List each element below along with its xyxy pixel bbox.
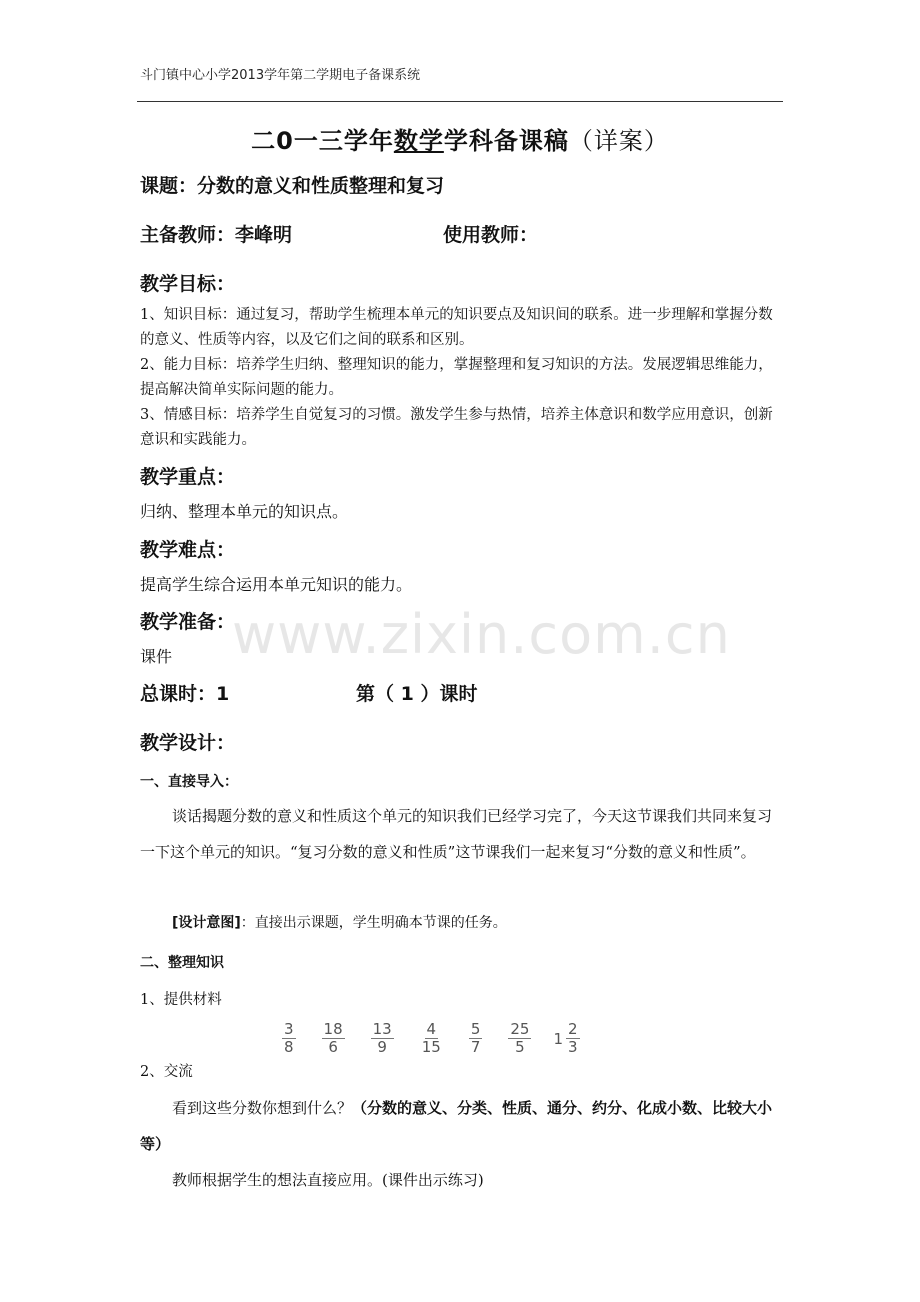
fraction-denominator: 8 — [284, 1038, 294, 1056]
fraction-denominator: 15 — [421, 1038, 441, 1056]
lesson-topic: 课题：分数的意义和性质整理和复习 — [140, 175, 445, 197]
mixed-number — [553, 1021, 579, 1056]
goals-heading: 教学目标： — [140, 273, 236, 295]
section-intro-title: 一、直接导入： — [140, 774, 238, 790]
title-post: 学科备课稿 — [443, 127, 569, 155]
fraction — [371, 1021, 394, 1056]
question-text: 看到这些分数你想到什么？ — [172, 1099, 353, 1117]
mixed-whole: 1 — [553, 1029, 564, 1048]
fraction-denominator: 6 — [328, 1038, 338, 1056]
fraction-denominator: 7 — [470, 1038, 481, 1056]
fraction-numerator: 13 — [372, 1020, 392, 1038]
main-teacher: 主备教师：李峰明 — [140, 224, 293, 246]
fraction — [282, 1021, 296, 1056]
teacher-paragraph: 教师根据学生的想法直接应用。(课件出示练习) — [172, 1171, 484, 1189]
fraction-numerator: 4 — [426, 1020, 437, 1038]
item-exchange: 2、交流 — [140, 1064, 193, 1080]
preparation-text: 课件 — [140, 647, 173, 666]
current-hour: 第（ 1 ）课时 — [356, 683, 478, 705]
preparation-heading: 教学准备： — [140, 611, 236, 633]
title-subject: 数学 — [393, 127, 444, 155]
design-intent — [172, 912, 507, 932]
question-paragraph — [140, 1090, 785, 1162]
goal-emotion: 3、情感目标：培养学生自觉复习的习惯。激发学生参与热情，培养主体意识和数学应用意识，创新意识和实践能力。 — [140, 407, 773, 448]
title-paren: （详案） — [568, 127, 669, 155]
difficulty-heading: 教学难点： — [140, 539, 236, 561]
fraction-numerator: 5 — [470, 1020, 481, 1038]
fraction-numerator: 25 — [510, 1020, 530, 1038]
fraction-numerator: 2 — [568, 1020, 578, 1038]
goal-ability: 2、能力目标：培养学生归纳、整理知识的能力，掌握整理和复习知识的方法。发展逻辑思维能力，提高解决简单实际问题的能力。 — [140, 357, 773, 398]
goal-knowledge: 1、知识目标：通过复习，帮助学生梳理本单元的知识要点及知识间的联系。进一步理解和掌握分数的意义、性质等内容，以及它们之间的联系和区别。 — [140, 307, 773, 348]
header-divider — [137, 101, 783, 102]
fraction — [322, 1021, 345, 1056]
fraction — [469, 1021, 483, 1056]
intro-paragraph: 谈话揭题分数的意义和性质这个单元的知识我们已经学习完了，今天这节课我们共同来复习一下这个单元的知识。“复习分数的意义和性质”这节课我们一起来复习“分数的意义和性质”。 — [140, 807, 773, 861]
design-intent-text: ：直接出示课题，学生明确本节课的任务。 — [240, 915, 507, 931]
fraction-numerator: 18 — [323, 1020, 343, 1038]
fraction-denominator: 3 — [568, 1038, 578, 1056]
fraction-denominator: 9 — [377, 1038, 387, 1056]
title-year: 二0一三学年 — [251, 127, 394, 155]
fraction — [566, 1021, 580, 1056]
user-teacher: 使用教师： — [443, 224, 539, 246]
key-point-text: 归纳、整理本单元的知识点。 — [140, 502, 349, 521]
document-title — [0, 121, 920, 156]
section-organize-title: 二、整理知识 — [140, 955, 224, 971]
page-header: 斗门镇中心小学2013学年第二学期电子备课系统 — [140, 68, 421, 83]
watermark: www.zixin.com.cn — [232, 603, 731, 666]
fraction — [508, 1021, 531, 1056]
answer-text: （分数的意义、分类、性质、通分、约分、化成小数、比较大小等） — [140, 1099, 773, 1153]
fraction-denominator: 5 — [515, 1038, 525, 1056]
fraction-numerator: 3 — [284, 1020, 294, 1038]
key-point-heading: 教学重点： — [140, 466, 236, 488]
difficulty-text: 提高学生综合运用本单元知识的能力。 — [140, 575, 413, 594]
design-heading: 教学设计： — [140, 732, 236, 754]
goals-list — [140, 303, 785, 453]
fraction — [420, 1021, 443, 1056]
total-hours: 总课时：1 — [140, 683, 230, 705]
item-materials: 1、提供材料 — [140, 992, 222, 1008]
fractions-row — [282, 1021, 580, 1056]
design-intent-label: [设计意图] — [172, 915, 241, 931]
